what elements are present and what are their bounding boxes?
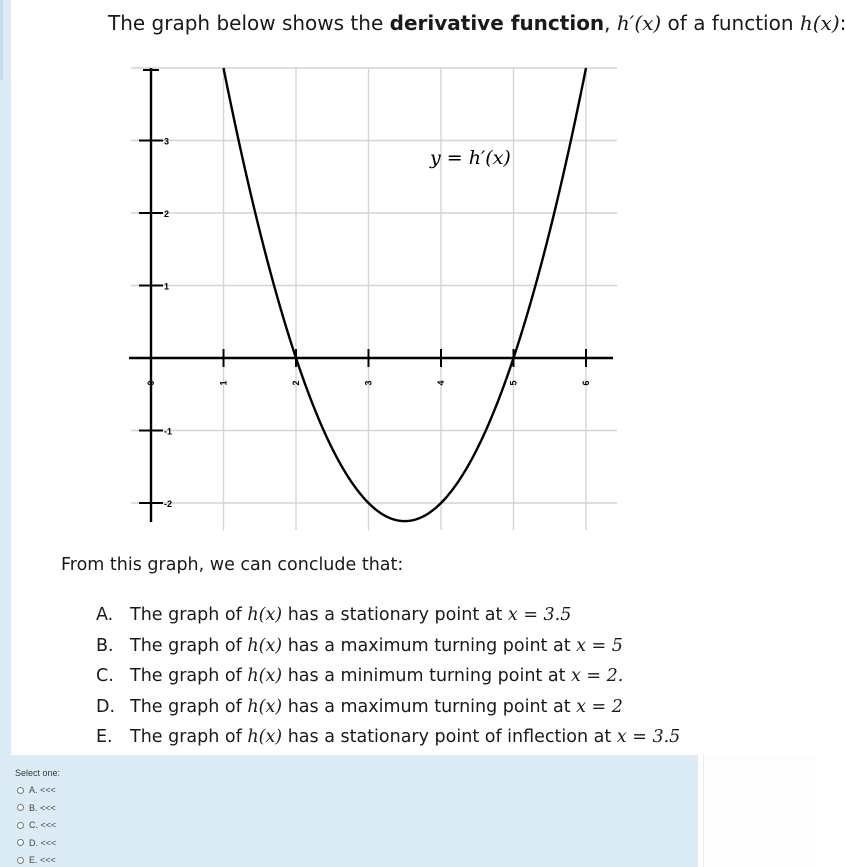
option-letter: A. — [96, 605, 114, 625]
x-tick-label: 6 — [581, 380, 591, 386]
option-letter: C. — [96, 666, 114, 687]
option-condition: x = 2 — [576, 696, 623, 717]
option-text: The graph of — [130, 696, 248, 717]
title-colon: : — [839, 11, 846, 35]
option-text: The graph of — [130, 727, 248, 748]
answer-choice-label: D. <<< — [29, 837, 57, 848]
title-bold-text: derivative function — [389, 11, 605, 35]
answer-choice-d[interactable] — [17, 838, 56, 848]
title-text-2: of a function — [661, 11, 800, 35]
x-tick-label: 0 — [146, 380, 156, 386]
y-tick-label: 3 — [164, 136, 170, 147]
ticks — [139, 137, 591, 510]
x-tick-label: 3 — [363, 380, 374, 386]
radio-button-icon[interactable] — [17, 839, 24, 846]
y-tick-label: -1 — [164, 426, 173, 437]
option-e — [96, 722, 680, 753]
curve-label: y = h′(x) — [430, 147, 511, 169]
left-sidebar-edge — [0, 0, 3, 80]
option-a — [96, 600, 680, 631]
option-text: has a maximum turning point at — [282, 635, 577, 656]
answer-choice-label: A. <<< — [29, 785, 56, 795]
option-condition: x = 3.5 — [507, 605, 572, 625]
curve-layer — [223, 68, 586, 521]
option-text: The graph of — [130, 635, 248, 656]
option-text: has a stationary point at — [282, 605, 508, 625]
radio-button-icon[interactable] — [17, 822, 24, 829]
radio-button-icon[interactable] — [17, 857, 24, 864]
title-math-derivative: h′(x) — [616, 11, 662, 35]
title-math-function: h(x) — [799, 11, 840, 35]
radio-button-icon[interactable] — [17, 804, 24, 811]
option-d — [96, 692, 680, 723]
derivative-graph — [125, 60, 625, 535]
option-math: h(x) — [247, 696, 283, 717]
answer-choice-label: C. <<< — [29, 820, 57, 831]
grid — [131, 68, 617, 530]
option-math: h(x) — [247, 727, 283, 748]
question-panel — [11, 0, 846, 755]
option-condition: x = 3.5 — [616, 727, 681, 748]
answer-side-panel-inner — [703, 755, 817, 867]
answer-choice-b[interactable] — [17, 803, 56, 813]
option-text: The graph of — [130, 605, 248, 625]
x-tick-label: 1 — [218, 380, 229, 386]
answer-panel — [11, 755, 697, 867]
left-sidebar-strip — [0, 0, 11, 867]
x-tick-label: 2 — [291, 380, 301, 386]
option-text: has a maximum turning point at — [282, 696, 577, 717]
option-math: h(x) — [247, 635, 283, 656]
option-text: has a minimum turning point at — [282, 666, 571, 687]
answer-choice-c[interactable] — [17, 820, 56, 830]
y-tick-label: 2 — [164, 209, 170, 219]
option-letter: E. — [96, 727, 113, 748]
option-letter: D. — [96, 696, 116, 717]
question-title — [108, 9, 846, 37]
option-list — [96, 600, 680, 753]
answer-choice-label: B. <<< — [29, 802, 56, 813]
axes — [129, 68, 613, 522]
question-prompt: From this graph, we can conclude that: — [61, 555, 404, 575]
answer-choice-label: E. <<< — [29, 855, 56, 866]
option-b — [96, 631, 680, 662]
option-math: h(x) — [247, 605, 283, 625]
title-comma: , — [604, 11, 617, 35]
y-tick-label: -2 — [164, 499, 173, 509]
answer-choice-e[interactable] — [17, 855, 56, 865]
select-one-label: Select one: — [15, 768, 61, 778]
option-math: h(x) — [247, 666, 283, 687]
radio-button-icon[interactable] — [17, 787, 24, 794]
y-tick-label: 1 — [164, 281, 170, 292]
option-condition: x = 2. — [571, 666, 624, 687]
option-c — [96, 661, 680, 692]
derivative-curve — [224, 68, 587, 521]
answer-choice-a[interactable] — [17, 785, 56, 795]
option-letter: B. — [96, 635, 114, 656]
option-condition: x = 5 — [576, 635, 623, 656]
title-text: The graph below shows the — [108, 11, 390, 35]
option-text: has a stationary point of inflection at — [282, 727, 617, 748]
x-tick-label: 4 — [436, 380, 446, 386]
option-text: The graph of — [130, 666, 248, 687]
x-tick-label: 5 — [508, 380, 519, 386]
